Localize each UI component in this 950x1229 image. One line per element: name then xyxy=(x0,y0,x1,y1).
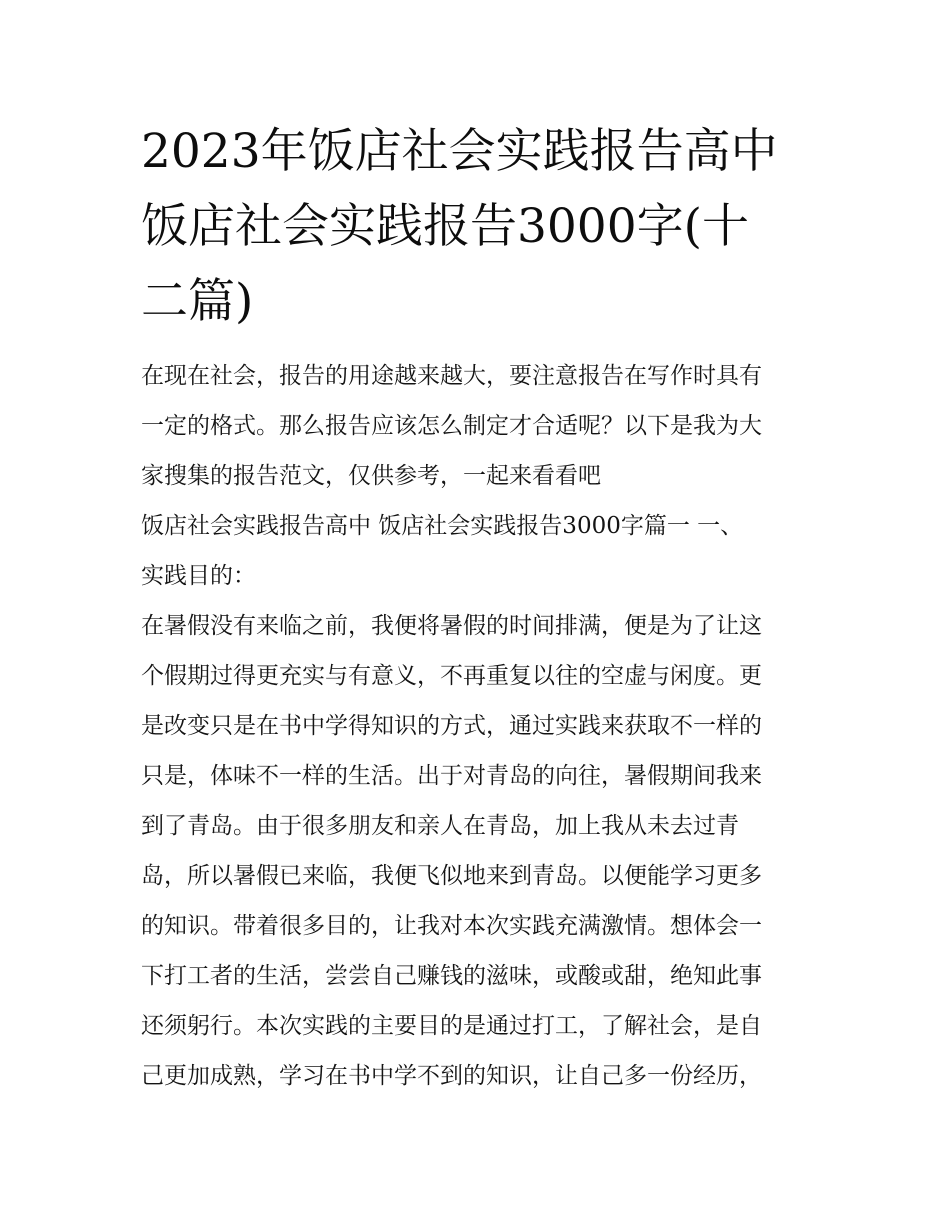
text-line: 到了青岛。由于很多朋友和亲人在青岛，加上我从未去过青 xyxy=(141,813,739,839)
paragraph-body xyxy=(141,601,813,1101)
paragraph-heading xyxy=(141,501,813,601)
title-line: 饭店社会实践报告3000字(十 xyxy=(141,199,749,254)
text-line: 的知识。带着很多目的，让我对本次实践充满激情。想体会一 xyxy=(141,913,762,939)
document-body xyxy=(141,351,813,1101)
text-line: 在暑假没有来临之前，我便将暑假的时间排满，便是为了让这 xyxy=(141,613,762,639)
document-title xyxy=(141,114,813,339)
text-line: 一定的格式。那么报告应该怎么制定才合适呢？以下是我为大 xyxy=(141,413,762,439)
title-line: 二篇) xyxy=(141,274,254,329)
text-line: 个假期过得更充实与有意义，不再重复以往的空虚与闲度。更 xyxy=(141,663,762,689)
text-line: 下打工者的生活，尝尝自己赚钱的滋味，或酸或甜，绝知此事 xyxy=(141,963,762,989)
paragraph-intro xyxy=(141,351,813,501)
text-line: 在现在社会，报告的用途越来越大，要注意报告在写作时具有 xyxy=(141,363,762,389)
text-line: 实践目的： xyxy=(141,563,256,589)
text-line: 己更加成熟，学习在书中学不到的知识，让自己多一份经历， xyxy=(141,1063,762,1089)
text-line: 还须躬行。本次实践的主要目的是通过打工，了解社会，是自 xyxy=(141,1013,762,1039)
text-line: 只是，体味不一样的生活。出于对青岛的向往，暑假期间我来 xyxy=(141,763,762,789)
title-line: 2023年饭店社会实践报告高中 xyxy=(141,124,778,179)
text-line: 饭店社会实践报告高中 饭店社会实践报告3000字篇一 一、 xyxy=(141,513,744,539)
text-line: 家搜集的报告范文，仅供参考，一起来看看吧 xyxy=(141,463,601,489)
text-line: 是改变只是在书中学得知识的方式，通过实践来获取不一样的 xyxy=(141,713,762,739)
text-line: 岛，所以暑假已来临，我便飞似地来到青岛。以便能学习更多 xyxy=(141,863,762,889)
document-content xyxy=(141,114,813,1101)
